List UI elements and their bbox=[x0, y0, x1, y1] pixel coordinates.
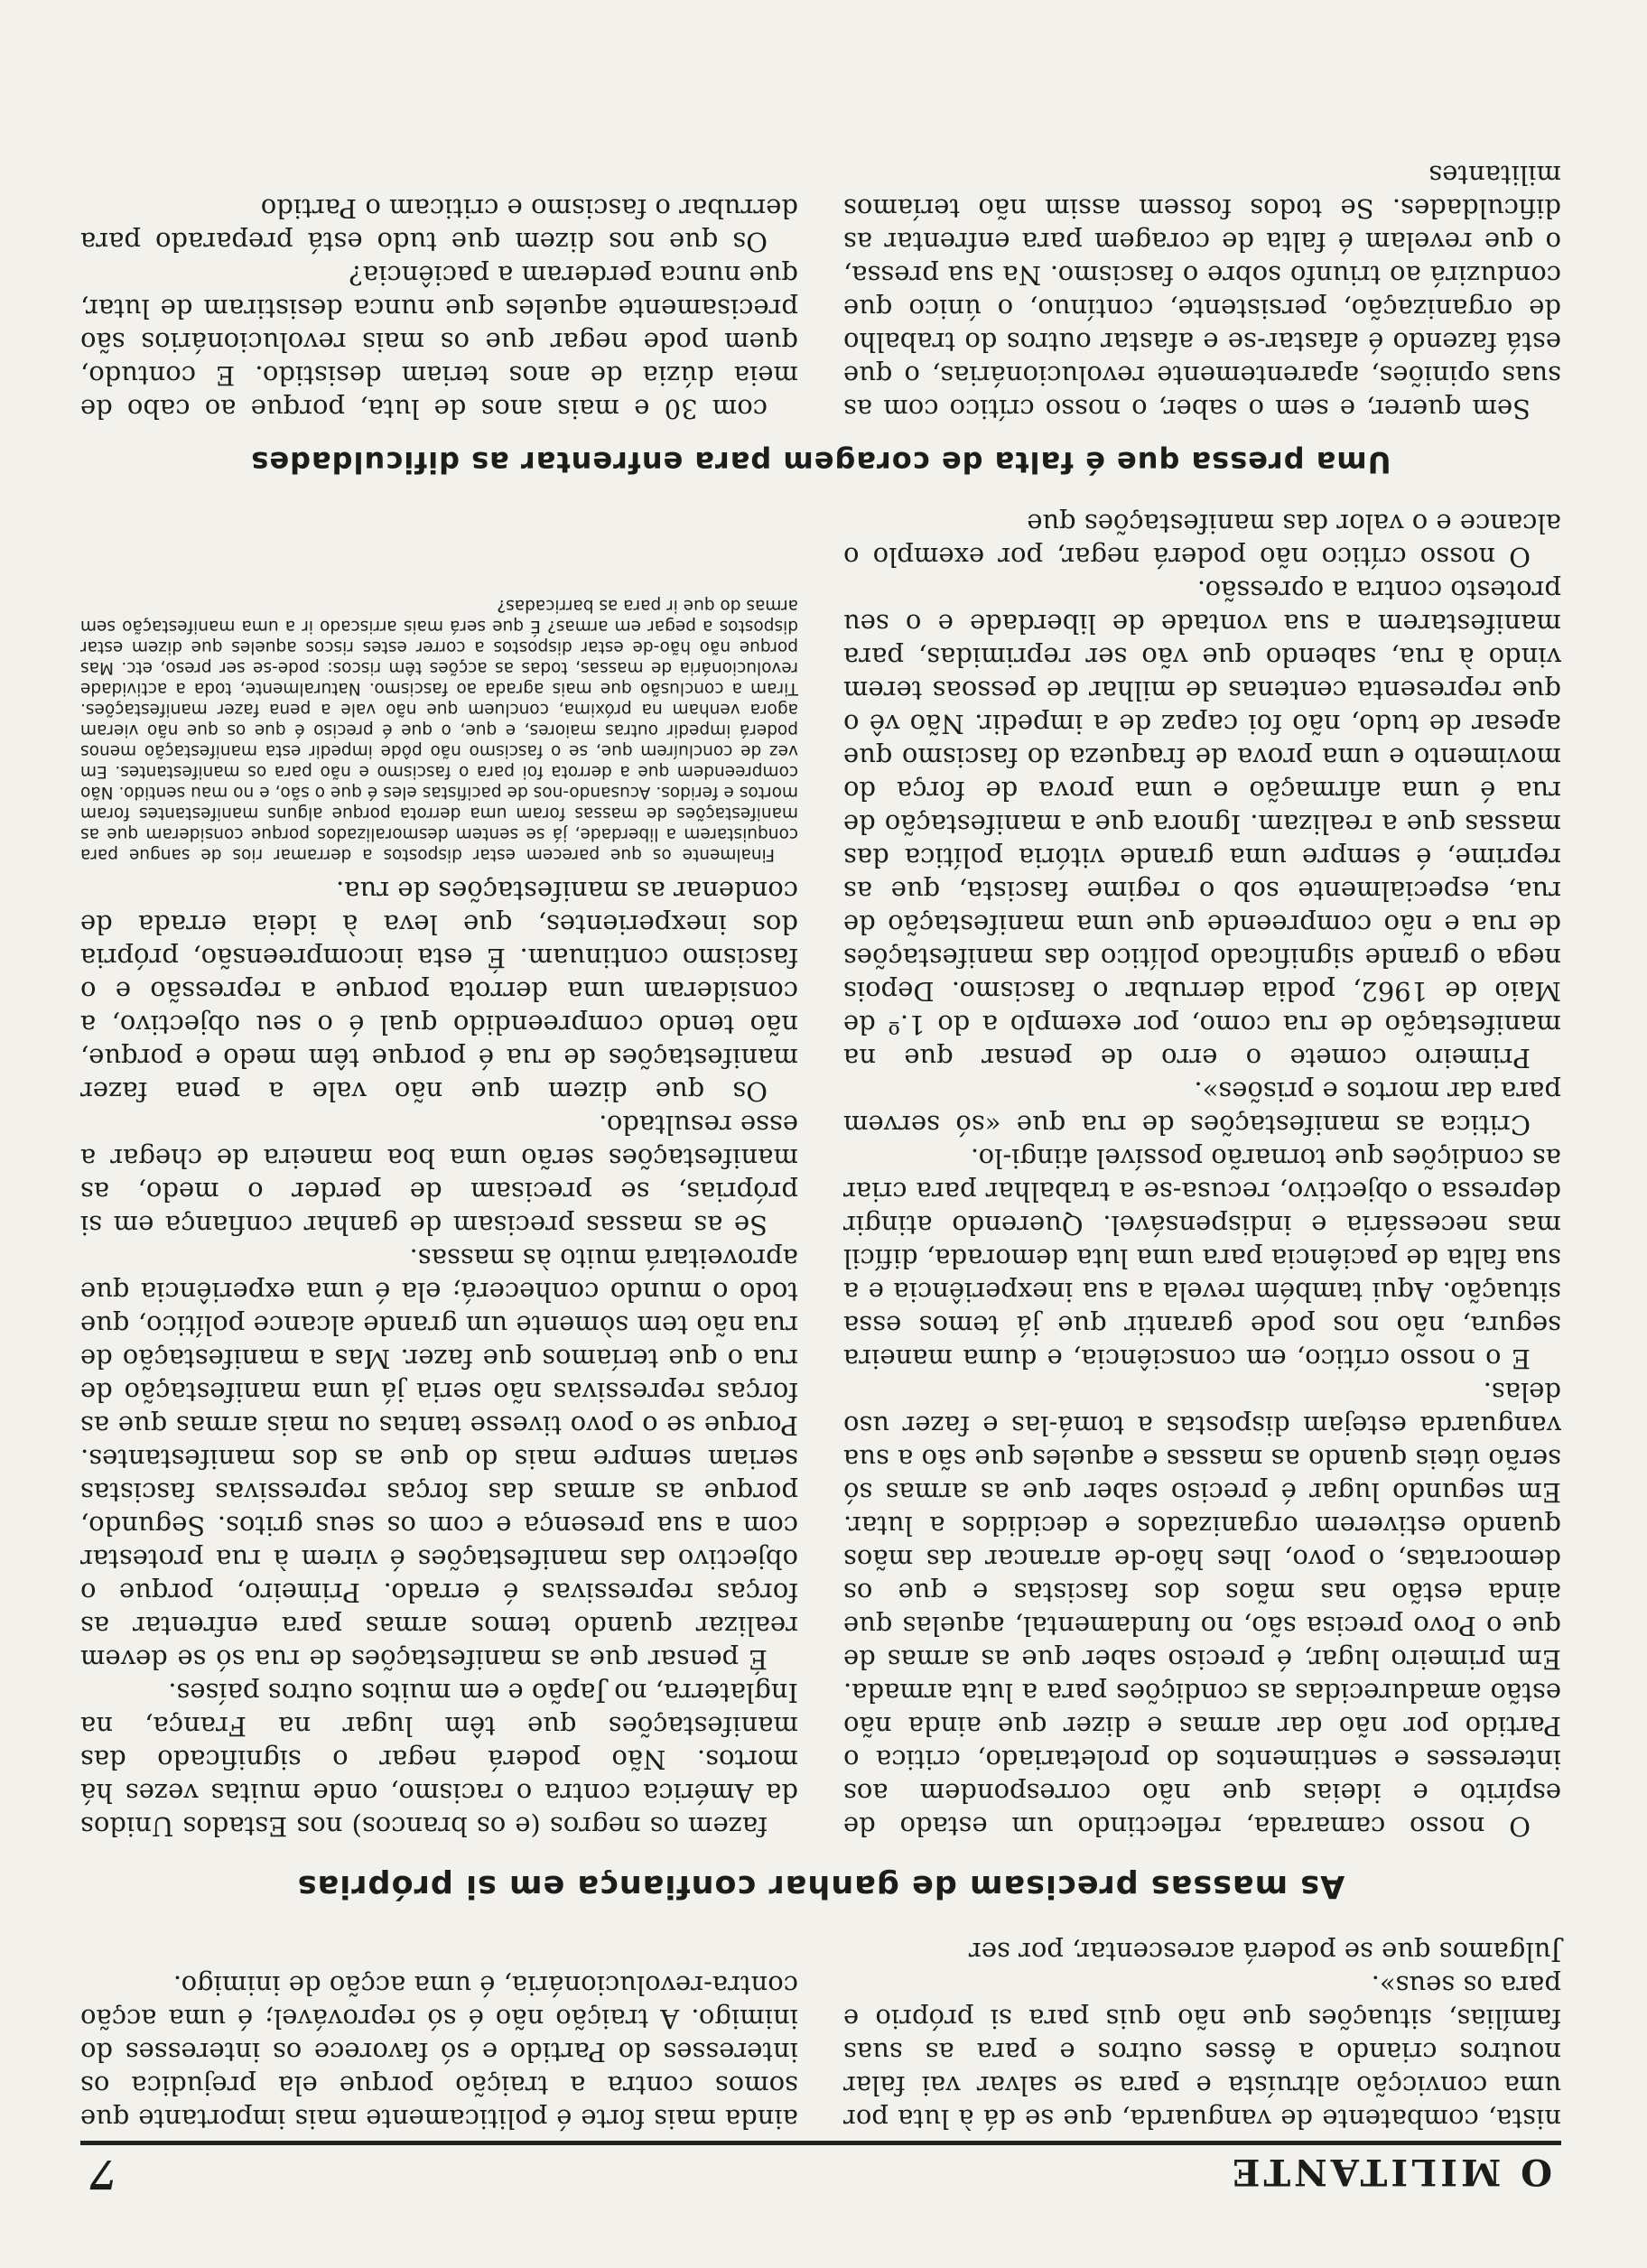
paragraph: O nosso crítico não poderá negar, por exemplo o alcance e o valor das manifestações que bbox=[843, 508, 1561, 572]
section-hurry-right-column bbox=[80, 158, 798, 425]
paragraph: Os que nos dizem que tudo está preparado para derrubar o fascismo e criticam o Partido bbox=[80, 193, 798, 257]
headline-confidence: As massas precisam de ganhar confiança em si próprias bbox=[296, 1868, 1345, 1904]
paragraph: Primeiro comete o erro de pensar que na manifestação de rua como, por exemplo a do 1.º de Maio de 1962, podia derrubar o fascismo. Depois nega o grande significado político das manifestações de rua e não compreende que uma manifestação de rua, especialmente sob o regime fascista, que as reprime, é sempre uma grande vitória política das massas que a realizam. Ignora que a manifestação de rua é uma afirmação e uma prova de força do movimento e uma prova de fraqueza do fascismo que apesar de tudo, não foi capaz de a impedir. Não vê o que representa centenas de milhar de pessoas terem vindo à rua, sabendo que vão ser reprimidas, para manifestarem a sua vontade de liberdade e o seu protesto contra a opressão. bbox=[843, 575, 1561, 1074]
paragraph: O nosso camarada, reflectindo um estado de espírito e ideias que não correspondem aos interesses e sentimentos do proletariado, critica o Partido por não dar armas e dizer que ainda não estão amadurecidas as condições para a luta armada. Em primeiro lugar, é preciso saber que as armas de que o Povo precisa são, no fundamental, aquelas que ainda estão nas mãos dos fascistas e que os democratas, o povo, lhes hão-de arrancar das mãos quando estiverem organizados e decididos a lutar. Em segundo lugar é preciso saber que as armas só serão úteis quando as massas e aqueles que são a sua vanguarda estejam dispostas a tomá-las e fazer uso delas. bbox=[843, 1377, 1561, 1842]
section-confidence-left-column bbox=[843, 507, 1561, 1843]
top-continuation bbox=[80, 1935, 1561, 2141]
page-number: 7 bbox=[89, 2151, 117, 2197]
small-print-note: Finalmente os que parecem estar dispostos a derramar rios de sangue para conquistarem a liberdade, já se sentem desmoralizados porque consideram que as manifestações de massas foram uma derrota porque alguns manifestantes foram mortos e feridos. Acusando-nos de pacifistas eles é que o são, e no mau sentido. Não compreendem que a derrota foi para o fascismo e não para os manifestantes. Em vez de concluírem que, se o fascismo não pôde impedir esta manifestação menos poderá impedir outras maiores, e que, o que é preciso é que os que não vieram agora venham na próxima, concluem que não vale a pena fazer manifestações. Tiram a conclusão que mais agrada ao fascismo. Naturalmente, toda a actividade revolucionária de massas, todas as acções têm riscos: pode-se ser preso, etc. Mas porque não hão-de estar dispostos a correr estes riscos aqueles que dizem estar dispostos a pegar em armas? É que será mais arriscado ir a uma manifestação sem armas do que ir para as barricadas? bbox=[80, 596, 798, 864]
page-header bbox=[80, 2141, 1561, 2214]
section-confidence-body bbox=[80, 507, 1561, 1843]
paragraph: Critica as manifestações de rua que «só servem para dar mortos e prisões». bbox=[843, 1076, 1561, 1140]
paragraph: fazem os negros (e os brancos) nos Estados Unidos da América contra o racismo, onde muitas vezes há mortos. Não poderá negar o significado das manifestações que têm lugar na França, na Inglaterra, no Japão e em muitos outros países. bbox=[80, 1678, 798, 1842]
paragraph: E o nosso crítico, em consciência, e duma maneira segura, não nos pode garantir que já temos essa situação. Aqui também revela a sua inexperiência e a sua falta de paciência para uma luta demorada, difícil mas necessária e indispensável. Querendo atingir depressa o objectivo, recusa-se a trabalhar para criar as condições que tornarão possível atingi-lo. bbox=[843, 1143, 1561, 1374]
section-hurry-body bbox=[80, 158, 1561, 425]
continued-text-left: nista, combatente de vanguarda, que se dá à luta por uma convicção altruísta e para se salvar vai falar noutros criando a êsses outros e para as suas famílias, situações que não quis para si próprio e para os seus». Julgamos que se poderá acrescentar, por ser bbox=[843, 1937, 1561, 2134]
section-hurry-left-column bbox=[843, 158, 1561, 425]
paragraph: Se as massas precisam de ganhar confiança em si próprias, se precisam de perder o medo, as manifestações serão uma boa maneira de chegar a esse resultado. bbox=[80, 1110, 798, 1241]
masthead: O MILITANTE bbox=[1228, 2151, 1552, 2193]
paragraph: Sem querer, e sem o saber, o nosso crítico com as suas opiniões, aparentemente revolucionárias, o que está fazendo é afastar-se e afastar outros do trabalho de organização, persistente, contínuo, o único que conduzirá ao triunfo sobre o fascismo. Na sua pressa, o que revelam é falta de coragem para enfrentar as dificuldades. Se todos fossem assim não teríamos militantes bbox=[843, 160, 1561, 424]
paragraph: Os que dizem que não vale a pena fazer manifestações de rua é porque têm medo e porque, não tendo compreendido qual é o seu objectivo, a consideram uma derrota porque a repressão e o fascismo continuam. É esta incompreensão, própria dos inexperientes, que leva à ideia errada de condenar as manifestações de rua. bbox=[80, 876, 798, 1107]
section-confidence-right-column bbox=[80, 507, 798, 1843]
paragraph: É pensar que as manifestações de rua só se devem realizar quando temos armas para enfrentar as forças repressivas é errado. Primeiro, porque o objectivo das manifestações é virem à rua protestar com a sua presença e com os seus gritos. Segundo, porque as armas das forças repressivas fascistas seriam sempre mais do que as dos manifestantes. Porque se o povo tivesse tantas ou mais armas que as forças repressivas não seria já uma manifestação de rua o que teríamos que fazer. Mas a manifestação de rua não tem sòmente um grande alcance político, que todo o mundo conhecerá; ela é uma experiência que aproveitará muito às massas. bbox=[80, 1243, 798, 1675]
headline-hurry: Uma pressa que é falta de coragem para enfrentar as dificuldades bbox=[250, 445, 1391, 479]
paragraph: com 30 e mais anos de luta, porque ao cabo de meia dúzia de anos teriam desistido. E contudo, quem pode negar que os mais revolucionários são precisamente aqueles que nunca desistiram de lutar, que nunca perderam a paciência? bbox=[80, 260, 798, 424]
continued-text-right: ainda mais forte é politicamente mais importante que somos contra a traição porque ela prejudica os interesses do Partido e só favorece os interesses do inimigo. A traição não é só reprovável; é uma acção contra-revolucionária, é uma acção de inimigo. bbox=[80, 1970, 798, 2134]
